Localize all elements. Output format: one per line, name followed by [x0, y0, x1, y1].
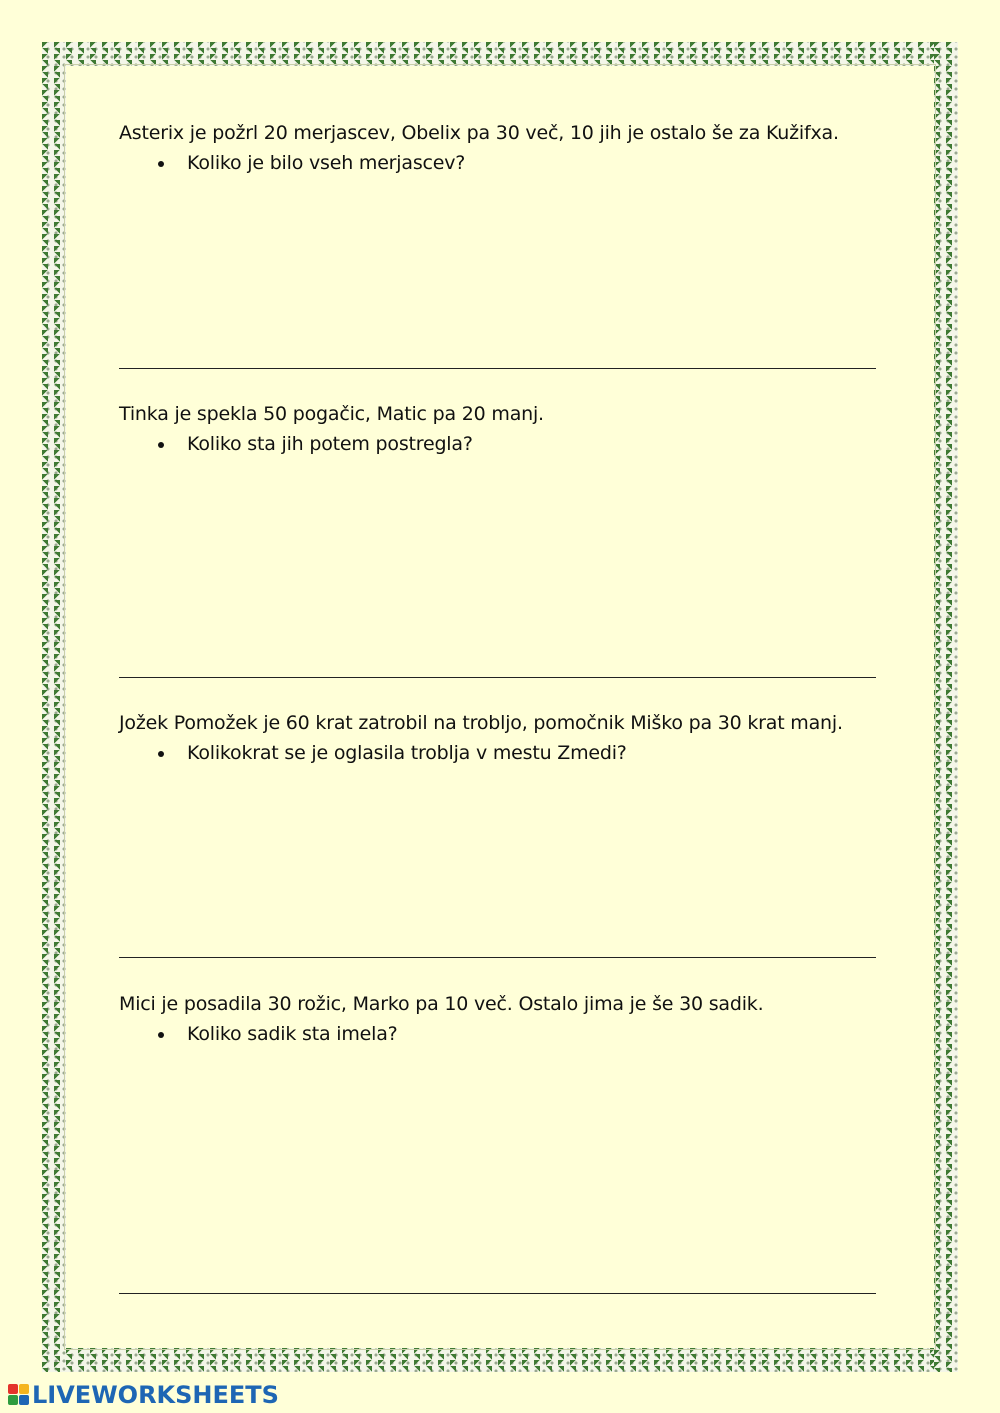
decorative-border-top [42, 42, 958, 66]
decorative-border-right [934, 42, 958, 1372]
liveworksheets-logo-icon [8, 1384, 30, 1406]
decorative-border-left [42, 42, 66, 1372]
word-problem-1 [119, 120, 879, 176]
bullet-icon [158, 751, 164, 757]
logo-text: LIVEWORKSHEETS [32, 1381, 279, 1409]
liveworksheets-logo[interactable] [8, 1382, 279, 1408]
answer-line-3[interactable] [119, 957, 876, 958]
problem-question [119, 1021, 879, 1047]
question-text: Koliko sta jih potem postregla? [187, 433, 473, 455]
answer-line-2[interactable] [119, 677, 876, 678]
problem-question [119, 150, 879, 176]
word-problem-3 [119, 710, 879, 766]
problem-statement: Jožek Pomožek je 60 krat zatrobil na trobljo, pomočnik Miško pa 30 krat manj. [119, 712, 843, 734]
problem-question [119, 740, 879, 766]
answer-line-1[interactable] [119, 368, 876, 369]
answer-line-4[interactable] [119, 1293, 876, 1294]
problem-statement: Mici je posadila 30 rožic, Marko pa 10 več. Ostalo jima je še 30 sadik. [119, 993, 764, 1015]
problem-question [119, 431, 879, 457]
bullet-icon [158, 1032, 164, 1038]
bullet-icon [158, 442, 164, 448]
bullet-icon [158, 161, 164, 167]
word-problem-2 [119, 401, 879, 457]
decorative-border-bottom [42, 1348, 958, 1372]
question-text: Koliko sadik sta imela? [187, 1023, 398, 1045]
problem-statement: Tinka je spekla 50 pogačic, Matic pa 20 manj. [119, 403, 544, 425]
question-text: Kolikokrat se je oglasila troblja v mestu Zmedi? [187, 742, 627, 764]
word-problem-4 [119, 991, 879, 1047]
question-text: Koliko je bilo vseh merjascev? [187, 152, 466, 174]
problem-statement: Asterix je požrl 20 merjascev, Obelix pa 30 več, 10 jih je ostalo še za Kužifxa. [119, 122, 839, 144]
content-frame [64, 64, 936, 1350]
